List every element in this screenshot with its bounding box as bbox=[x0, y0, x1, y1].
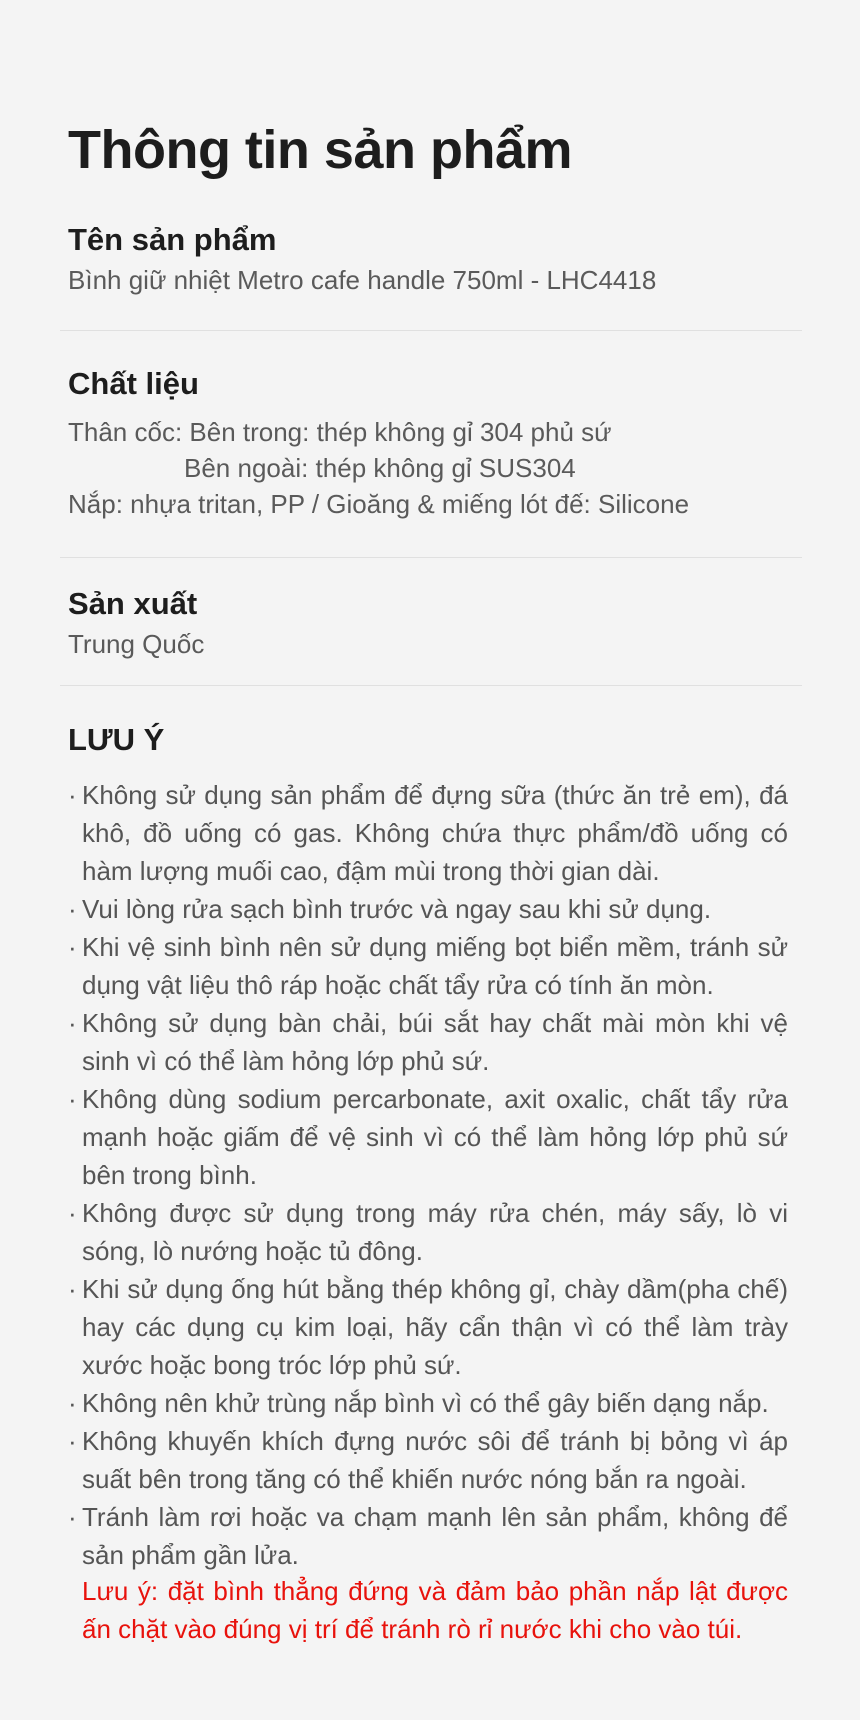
page-title: Thông tin sản phẩm bbox=[68, 120, 572, 180]
divider bbox=[60, 685, 802, 686]
divider bbox=[60, 330, 802, 331]
note-item: · Khi sử dụng ống hút bằng thép không gỉ, chày dầm(pha chế) hay các dụng cụ kim loại, hãy cẩn thận vì có thể làm trày xước hoặc bong tróc lớp phủ sứ. bbox=[68, 1270, 788, 1384]
note-item: · Khi vệ sinh bình nên sử dụng miếng bọt biển mềm, tránh sử dụng vật liệu thô ráp hoặc chất tẩy rửa có tính ăn mòn. bbox=[68, 928, 788, 1004]
note-item: · Vui lòng rửa sạch bình trước và ngay sau khi sử dụng. bbox=[68, 890, 788, 928]
origin-value: Trung Quốc bbox=[68, 629, 205, 659]
divider bbox=[60, 557, 802, 558]
notes-heading: LƯU Ý bbox=[68, 722, 165, 757]
notes-list bbox=[68, 776, 788, 1574]
note-item: · Không dùng sodium percarbonate, axit oxalic, chất tẩy rửa mạnh hoặc giấm để vệ sinh vì có thể làm hỏng lớp phủ sứ bên trong bình. bbox=[68, 1080, 788, 1194]
note-item: · Không nên khử trùng nắp bình vì có thể gây biến dạng nắp. bbox=[68, 1384, 788, 1422]
material-section bbox=[68, 364, 800, 522]
notes-section bbox=[68, 720, 800, 760]
note-item: · Không được sử dụng trong máy rửa chén, máy sấy, lò vi sóng, lò nướng hoặc tủ đông. bbox=[68, 1194, 788, 1270]
product-name-heading: Tên sản phẩm bbox=[68, 222, 277, 257]
product-name-value: Bình giữ nhiệt Metro cafe handle 750ml - LHC4418 bbox=[68, 265, 657, 295]
origin-section bbox=[68, 584, 800, 662]
material-heading: Chất liệu bbox=[68, 366, 199, 401]
note-item: · Không sử dụng bàn chải, búi sắt hay chất mài mòn khi vệ sinh vì có thể làm hỏng lớp phủ sứ. bbox=[68, 1004, 788, 1080]
material-line-outer: Bên ngoài: thép không gỉ SUS304 bbox=[184, 453, 576, 483]
product-name-section bbox=[68, 220, 800, 298]
origin-heading: Sản xuất bbox=[68, 586, 198, 621]
note-item: · Tránh làm rơi hoặc va chạm mạnh lên sản phẩm, không để sản phẩm gần lửa. bbox=[68, 1498, 788, 1574]
material-line-lid: Nắp: nhựa tritan, PP / Gioăng & miếng lót đế: Silicone bbox=[68, 489, 690, 519]
material-line-body: Thân cốc: Bên trong: thép không gỉ 304 phủ sứ bbox=[68, 417, 612, 447]
note-item: · Không sử dụng sản phẩm để đựng sữa (thức ăn trẻ em), đá khô, đồ uống có gas. Không chứa thực phẩm/đồ uống có hàm lượng muối cao, đậm mùi trong thời gian dài. bbox=[68, 776, 788, 890]
warning-note: Lưu ý: đặt bình thẳng đứng và đảm bảo phần nắp lật được ấn chặt vào đúng vị trí để tránh rò rỉ nước khi cho vào túi. bbox=[82, 1576, 788, 1644]
note-item: · Không khuyến khích đựng nước sôi để tránh bị bỏng vì áp suất bên trong tăng có thể khiến nước nóng bắn ra ngoài. bbox=[68, 1422, 788, 1498]
